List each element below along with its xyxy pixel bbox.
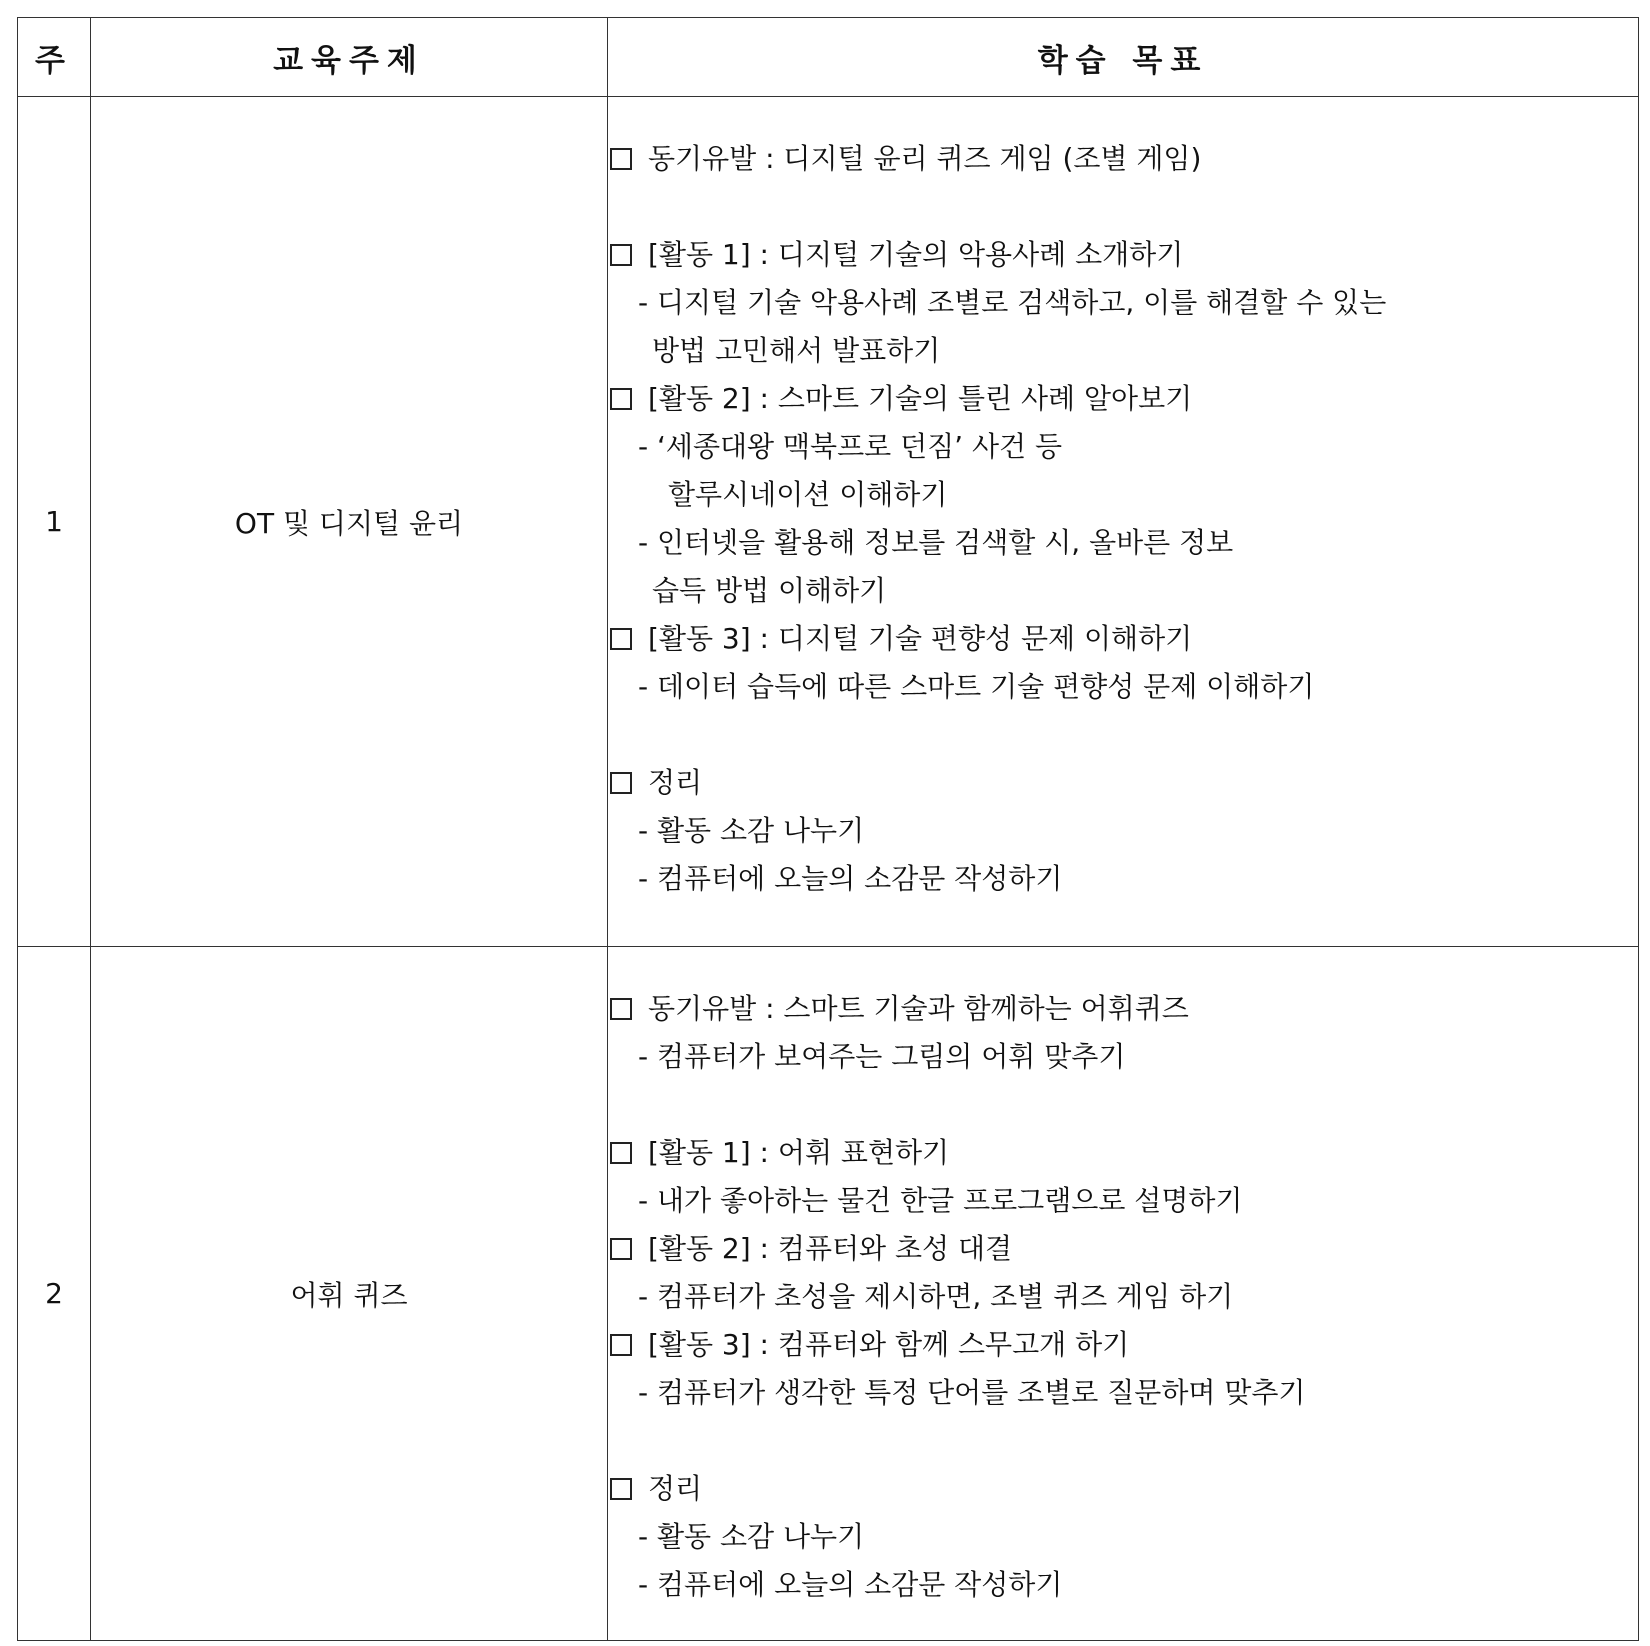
spacer bbox=[608, 183, 1638, 231]
goal-heading-text: [활동 3] : 컴퓨터와 함께 스무고개 하기 bbox=[648, 1328, 1130, 1361]
lesson-plan-table bbox=[17, 17, 1639, 1641]
goal-heading-text: [활동 1] : 어휘 표현하기 bbox=[648, 1136, 950, 1169]
goal-heading-text: 동기유발 : 스마트 기술과 함께하는 어휘퀴즈 bbox=[648, 992, 1189, 1025]
checkbox-icon bbox=[610, 772, 632, 794]
header-week: 주 bbox=[18, 18, 91, 97]
week-number: 1 bbox=[18, 97, 91, 947]
checkbox-icon bbox=[610, 244, 632, 266]
goals-cell bbox=[608, 97, 1639, 947]
goal-list bbox=[608, 97, 1638, 903]
goal-detail: - 데이터 습득에 따른 스마트 기술 편향성 문제 이해하기 bbox=[638, 670, 1315, 703]
checkbox-icon bbox=[610, 148, 632, 170]
goal-heading-text: 정리 bbox=[648, 766, 703, 799]
goal-heading bbox=[608, 135, 1638, 183]
topic-cell: 어휘 퀴즈 bbox=[91, 947, 608, 1641]
goal-list bbox=[608, 947, 1638, 1609]
goal-detail: - 내가 좋아하는 물건 한글 프로그램으로 설명하기 bbox=[638, 1184, 1243, 1217]
goal-detail: - 컴퓨터에 오늘의 소감문 작성하기 bbox=[638, 862, 1063, 895]
header-topic: 교육주제 bbox=[91, 18, 608, 97]
goal-heading bbox=[608, 1225, 1638, 1273]
goal-heading-text: 동기유발 : 디지털 윤리 퀴즈 게임 (조별 게임) bbox=[648, 142, 1202, 175]
goal-detail: - 컴퓨터가 생각한 특정 단어를 조별로 질문하며 맞추기 bbox=[638, 1376, 1306, 1409]
goal-heading bbox=[608, 759, 1638, 807]
goal-detail: - 컴퓨터가 초성을 제시하면, 조별 퀴즈 게임 하기 bbox=[638, 1280, 1234, 1313]
checkbox-icon bbox=[610, 388, 632, 410]
table-row bbox=[18, 947, 1639, 1641]
header-row bbox=[18, 18, 1639, 97]
goal-heading bbox=[608, 375, 1638, 423]
checkbox-icon bbox=[610, 1142, 632, 1164]
goal-heading bbox=[608, 231, 1638, 279]
goal-heading bbox=[608, 1465, 1638, 1513]
goal-detail: - 인터넷을 활용해 정보를 검색할 시, 올바른 정보 bbox=[638, 526, 1234, 559]
checkbox-icon bbox=[610, 1478, 632, 1500]
goal-heading bbox=[608, 985, 1638, 1033]
goal-heading bbox=[608, 1321, 1638, 1369]
goal-heading-text: [활동 1] : 디지털 기술의 악용사례 소개하기 bbox=[648, 238, 1184, 271]
goal-heading-text: [활동 3] : 디지털 기술 편향성 문제 이해하기 bbox=[648, 622, 1193, 655]
table-row bbox=[18, 97, 1639, 947]
goal-heading bbox=[608, 615, 1638, 663]
goal-detail: - 활동 소감 나누기 bbox=[638, 1520, 865, 1553]
goal-heading-text: [활동 2] : 스마트 기술의 틀린 사례 알아보기 bbox=[648, 382, 1193, 415]
goal-detail: - ‘세종대왕 맥북프로 던짐’ 사건 등 bbox=[638, 430, 1063, 463]
spacer bbox=[608, 1417, 1638, 1465]
header-goals: 학습 목표 bbox=[608, 18, 1639, 97]
goal-detail: - 컴퓨터에 오늘의 소감문 작성하기 bbox=[638, 1568, 1063, 1601]
spacer bbox=[608, 711, 1638, 759]
goal-detail-continued: 할루시네이션 이해하기 bbox=[668, 478, 948, 511]
topic-cell: OT 및 디지털 윤리 bbox=[91, 97, 608, 947]
checkbox-icon bbox=[610, 1238, 632, 1260]
goals-cell bbox=[608, 947, 1639, 1641]
spacer bbox=[608, 1081, 1638, 1129]
goal-detail-continued: 습득 방법 이해하기 bbox=[652, 574, 887, 607]
goal-detail: - 컴퓨터가 보여주는 그림의 어휘 맞추기 bbox=[638, 1040, 1126, 1073]
goal-detail: - 활동 소감 나누기 bbox=[638, 814, 865, 847]
goal-heading bbox=[608, 1129, 1638, 1177]
goal-detail-continued: 방법 고민해서 발표하기 bbox=[652, 334, 941, 367]
week-number: 2 bbox=[18, 947, 91, 1641]
checkbox-icon bbox=[610, 998, 632, 1020]
checkbox-icon bbox=[610, 628, 632, 650]
goal-heading-text: 정리 bbox=[648, 1472, 703, 1505]
goal-heading-text: [활동 2] : 컴퓨터와 초성 대결 bbox=[648, 1232, 1013, 1265]
checkbox-icon bbox=[610, 1334, 632, 1356]
goal-detail: - 디지털 기술 악용사례 조별로 검색하고, 이를 해결할 수 있는 bbox=[638, 286, 1387, 319]
